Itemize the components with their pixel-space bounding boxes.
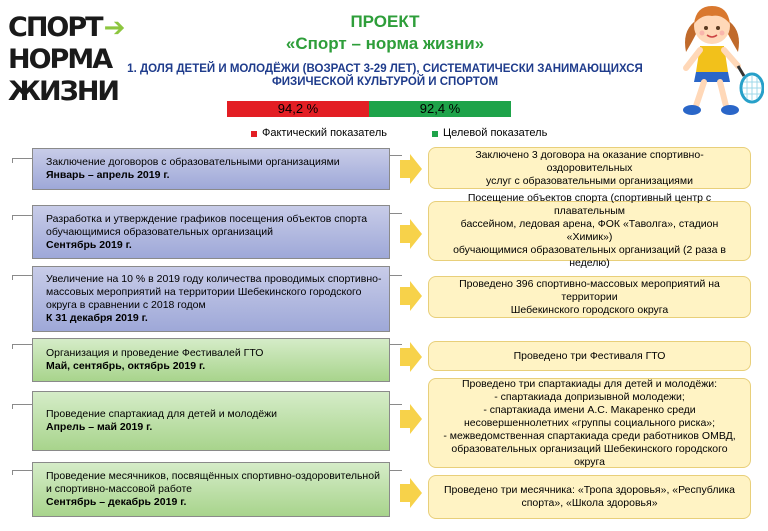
legend-fact — [251, 127, 387, 140]
task-box-4 — [32, 338, 390, 382]
result-5-item-3a: - межведомственная спартакиада среди работников ОМВД, — [443, 429, 736, 442]
result-3-line-2: Шебекинского городского округа — [510, 303, 669, 316]
logo-line-2: НОРМА — [8, 44, 112, 75]
task-box-5 — [32, 391, 390, 451]
indicator-line-2: ФИЗИЧЕСКОЙ КУЛЬТУРОЙ И СПОРТОМ — [271, 76, 499, 88]
task-6-line-1: Проведение месячников, посвящённых спортивно-оздоровительной — [46, 470, 380, 482]
result-box-5 — [428, 378, 751, 468]
indicator-title — [120, 63, 650, 89]
task-3-line-3: округа в сравнении с 2018 годом — [46, 299, 206, 311]
result-box-3 — [428, 276, 751, 318]
task-4-line-1: Организация и проведение Фестивалей ГТО — [46, 347, 264, 359]
task-1-line-1: Заключение договоров с образовательными организациями — [46, 156, 340, 168]
task-box-6 — [32, 462, 390, 517]
girl-tennis-illustration — [672, 2, 764, 120]
result-box-4 — [428, 341, 751, 371]
logo-arrow-icon: ➔ — [103, 13, 124, 43]
result-5-item-2a: - спартакиада имени А.С. Макаренко среди — [483, 403, 696, 416]
result-2-line-3: обучающимися образовательных организаций (2 раза в неделю) — [453, 244, 726, 269]
row-6-bracket — [12, 470, 33, 475]
project-logo — [8, 12, 124, 108]
row-2-tick — [390, 213, 402, 214]
result-box-2 — [428, 192, 751, 269]
logo-line-1: СПОРТ➔ — [8, 12, 124, 43]
legend-target-swatch — [432, 131, 438, 137]
result-6-line-1: Проведено три месячника: «Тропа здоровья», «Республика — [443, 484, 736, 496]
task-3-line-1: Увеличение на 10 % в 2019 году количества проводимых спортивно- — [46, 273, 382, 285]
task-5-line-1: Проведение спартакиад для детей и молодёжи — [46, 408, 278, 420]
row-4-bracket — [12, 344, 33, 349]
result-6-line-2: спорта», «Школа здоровья» — [521, 497, 658, 509]
result-2-line-2: бассейном, ледовая арена, ФОК «Таволга», стадион «Химик») — [460, 218, 719, 243]
row-4-arrow-icon — [400, 342, 422, 372]
row-3-tick — [390, 275, 402, 276]
legend-fact-swatch — [251, 131, 257, 137]
task-box-1 — [32, 148, 390, 190]
task-1-period: Январь – апрель 2019 г. — [46, 169, 170, 181]
legend-fact-label: Фактический показатель — [262, 127, 387, 139]
task-3-line-2: массовых мероприятий на территории Шебекинского городского — [46, 286, 362, 298]
task-6-line-2: и спортивно-массовой работе — [46, 483, 192, 495]
result-box-6 — [428, 475, 751, 519]
result-4-line-1: Проведено три Фестиваля ГТО — [513, 349, 666, 362]
row-1-bracket — [12, 158, 33, 163]
result-5-list — [443, 391, 735, 469]
result-5-line-1: Проведено три спартакиады для детей и молодёжи: — [461, 377, 718, 390]
row-5-arrow-icon — [400, 404, 422, 434]
result-1-line-2: услуг с образовательными организациями — [486, 174, 693, 187]
row-2-bracket — [12, 215, 33, 220]
result-5-item-1: - спартакиада допризывной молодежи; — [494, 390, 685, 403]
task-2-period: Сентябрь 2019 г. — [46, 238, 132, 251]
task-2-line-2: обучающимися образовательных организаций — [46, 225, 273, 238]
row-5-bracket — [12, 404, 33, 409]
result-5-item-3c: округа — [574, 455, 605, 468]
result-5-item-3b: образовательных организаций Шебекинского городского — [451, 442, 728, 455]
task-box-2 — [32, 205, 390, 259]
row-2-arrow-icon — [400, 219, 422, 249]
row-1-arrow-icon — [400, 154, 422, 184]
task-3-period: К 31 декабря 2019 г. — [46, 312, 148, 324]
task-2-line-1: Разработка и утверждение графиков посещения объектов спорта — [46, 212, 368, 225]
project-heading: ПРОЕКТ — [350, 12, 420, 31]
task-4-period: Май, сентябрь, октябрь 2019 г. — [46, 360, 206, 372]
result-5-item-2b: несовершеннолетних «группы социального риска»; — [463, 416, 716, 429]
result-2-line-1: Посещение объектов спорта (спортивный центр с плавательным — [467, 192, 712, 217]
result-1-line-1: Заключено 3 договора на оказание спортивно-оздоровительных — [475, 148, 704, 174]
row-3-bracket — [12, 275, 33, 280]
result-box-1 — [428, 147, 751, 189]
task-box-3 — [32, 266, 390, 332]
logo-line-3: ЖИЗНИ — [8, 76, 119, 107]
project-title: «Спорт – норма жизни» — [285, 34, 485, 53]
row-6-arrow-icon — [400, 478, 422, 508]
task-6-period: Сентябрь – декабрь 2019 г. — [46, 496, 187, 508]
row-3-arrow-icon — [400, 281, 422, 311]
indicator-line-1: 1. ДОЛЯ ДЕТЕЙ И МОЛОДЁЖИ (ВОЗРАСТ 3-29 ЛЕТ), СИСТЕМАТИЧЕСКИ ЗАНИМАЮЩИХСЯ — [127, 63, 643, 75]
legend-target-label: Целевой показатель — [443, 127, 548, 139]
target-value: 92,4 % — [419, 101, 461, 116]
legend-target — [432, 127, 547, 140]
result-3-line-1: Проведено 396 спортивно-массовых мероприятий на территории — [459, 277, 720, 303]
row-6-tick — [390, 470, 402, 471]
task-5-period: Апрель – май 2019 г. — [46, 421, 153, 433]
fact-value: 94,2 % — [277, 101, 319, 116]
